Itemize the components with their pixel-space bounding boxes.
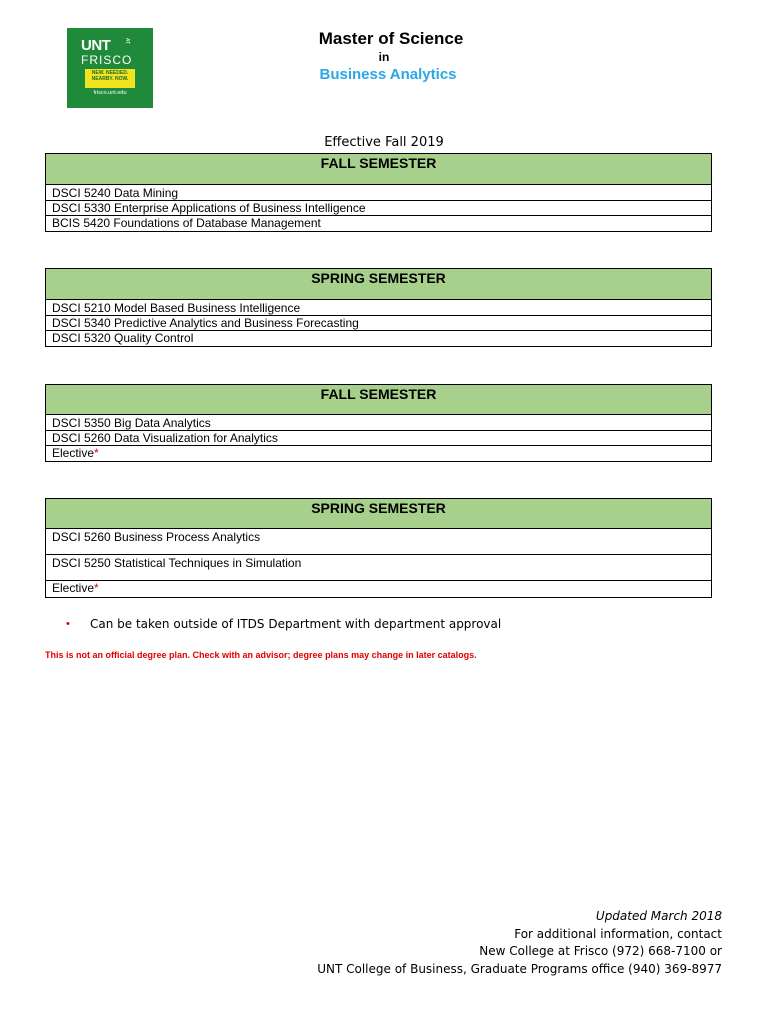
semester-header: FALL SEMESTER (46, 385, 711, 415)
course-row: DSCI 5240 Data Mining (46, 185, 711, 201)
logo-tagline: NEW. NEEDED. NEARBY. NOW. (85, 69, 135, 88)
contact-line-3: UNT College of Business, Graduate Programs office (940) 369-8977 (317, 961, 722, 976)
degree-connector: in (378, 50, 390, 64)
contact-line-1: For additional information, contact (514, 926, 722, 941)
course-row: DSCI 5350 Big Data Analytics (46, 415, 711, 431)
semester-table-1 (45, 153, 712, 232)
course-row: DSCI 5250 Statistical Techniques in Simulation (46, 555, 711, 581)
elective-asterisk: * (94, 446, 99, 460)
course-row: DSCI 5340 Predictive Analytics and Business Forecasting (46, 316, 711, 331)
elective-asterisk: * (94, 581, 99, 595)
degree-title: Master of Science (318, 29, 464, 48)
disclaimer: This is not an official degree plan. Check with an advisor; degree plans may change in later catalogs. (45, 650, 477, 660)
logo-at-text: AT (124, 38, 130, 45)
updated-date: Updated March 2018 (595, 909, 722, 923)
course-row-elective (46, 581, 711, 597)
course-row: DSCI 5330 Enterprise Applications of Business Intelligence (46, 201, 711, 216)
course-row: DSCI 5320 Quality Control (52, 331, 194, 345)
course-row: DSCI 5210 Model Based Business Intelligence (46, 300, 711, 316)
elective-label: Elective (52, 446, 95, 460)
semester-header: SPRING SEMESTER (46, 499, 711, 529)
elective-note: Can be taken outside of ITDS Department with department approval (90, 617, 502, 631)
logo-url: frisco.unt.edu (93, 90, 127, 96)
footer-contact (317, 908, 722, 978)
semester-table-4 (45, 498, 712, 598)
contact-line-2: New College at Frisco (972) 668-7100 or (479, 944, 722, 958)
semester-header: SPRING SEMESTER (46, 269, 711, 300)
course-row: DSCI 5260 Business Process Analytics (46, 529, 711, 555)
semester-table-2 (45, 268, 712, 347)
course-row: DSCI 5260 Data Visualization for Analytics (46, 431, 711, 446)
program-title: Business Analytics (319, 66, 457, 83)
elective-label: Elective (52, 581, 95, 595)
semester-header: FALL SEMESTER (46, 154, 711, 185)
bullet-icon: • (66, 618, 70, 630)
logo-frisco-text: FRISCO (81, 53, 133, 67)
effective-date: Effective Fall 2019 (324, 135, 444, 150)
course-row: BCIS 5420 Foundations of Database Management (52, 216, 321, 230)
course-row-elective (46, 446, 711, 461)
semester-table-3 (45, 384, 712, 462)
logo-unt-text: UNT (81, 37, 111, 54)
